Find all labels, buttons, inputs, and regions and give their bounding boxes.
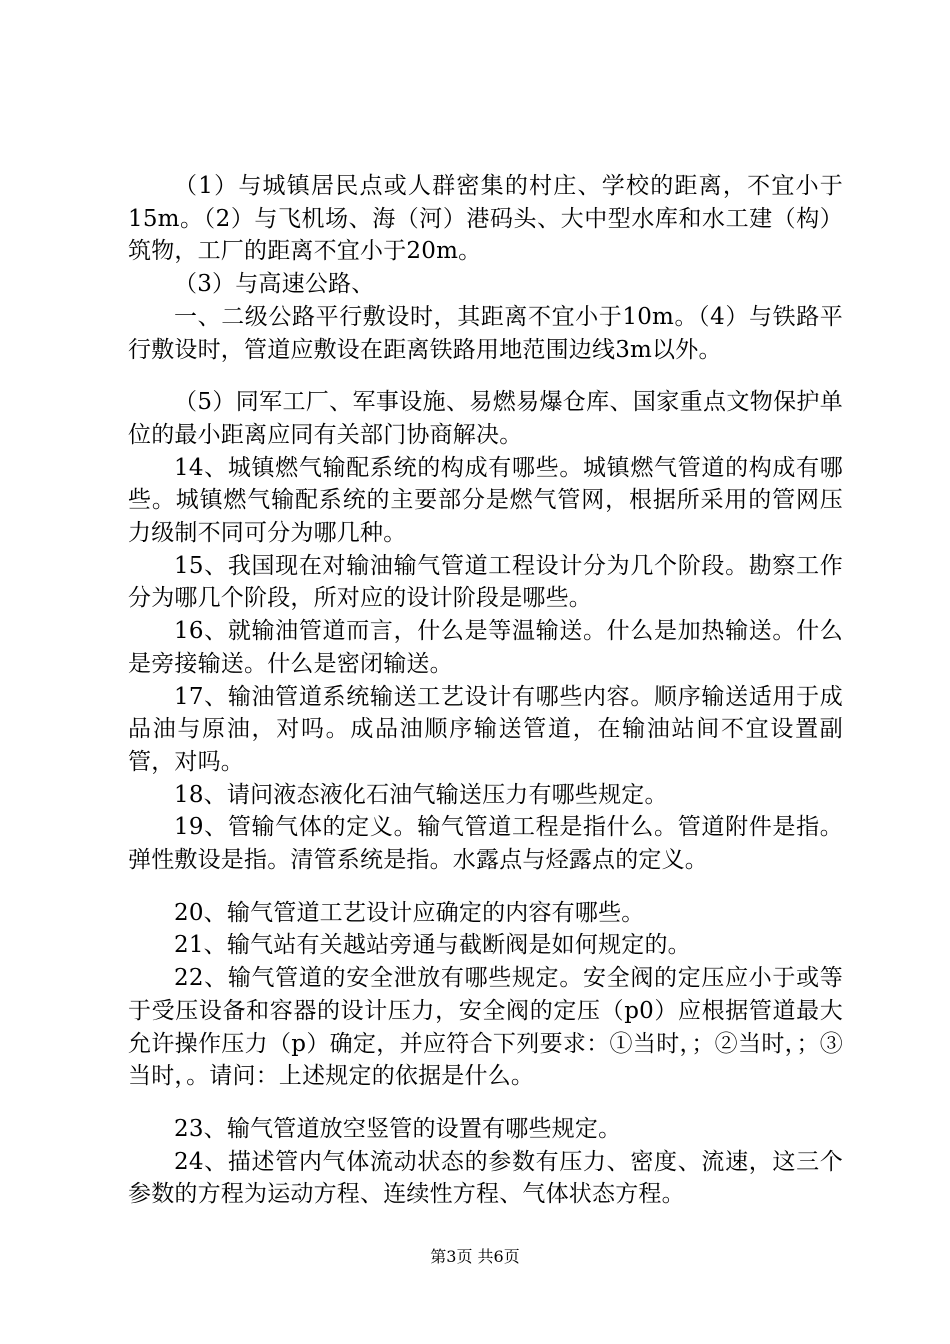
body-text [128, 170, 843, 1211]
paragraph: 21、输气站有关越站旁通与截断阀是如何规定的。 [174, 932, 691, 959]
page-footer: 第3页 共6页 [430, 1247, 520, 1266]
paragraph: （5）同军工厂、军事设施、易燃易爆仓库、国家重点文物保护单位的最小距离应同有关部门协商解决。 [128, 389, 843, 448]
paragraph: （3）与高速公路、 [174, 271, 375, 298]
paragraph: 14、城镇燃气输配系统的构成有哪些。城镇燃气管道的构成有哪些。城镇燃气输配系统的主要部分是燃气管网，根据所采用的管网压力级制不同可分为哪几种。 [128, 454, 843, 547]
paragraph: 一、二级公路平行敷设时，其距离不宜小于10m。（4）与铁路平行敷设时，管道应敷设在距离铁路用地范围边线3m以外。 [128, 303, 843, 363]
paragraph: 24、描述管内气体流动状态的参数有压力、密度、流速，这三个参数的方程为运动方程、连续性方程、气体状态方程。 [128, 1148, 843, 1208]
paragraph: 22、输气管道的安全泄放有哪些规定。安全阀的定压应小于或等于受压设备和容器的设计压力，安全阀的定压（p0）应根据管道最大允许操作压力（p）确定，并应符合下列要求：①当时，；②当时，；③当时，。请问：上述规定的依据是什么。 [128, 965, 843, 1090]
paragraph: 17、输油管道系统输送工艺设计有哪些内容。顺序输送适用于成品油与原油，对吗。成品油顺序输送管道，在输油站间不宜设置副管，对吗。 [128, 683, 843, 775]
paragraph: 16、就输油管道而言，什么是等温输送。什么是加热输送。什么是旁接输送。什么是密闭输送。 [128, 618, 843, 677]
paragraph: 18、请问液态液化石油气输送压力有哪些规定。 [174, 781, 668, 808]
paragraph: 19、管输气体的定义。输气管道工程是指什么。管道附件是指。弹性敷设是指。清管系统是指。水露点与烃露点的定义。 [128, 814, 843, 874]
paragraph: 15、我国现在对输油输气管道工程设计分为几个阶段。勘察工作分为哪几个阶段，所对应的设计阶段是哪些。 [128, 552, 843, 612]
paragraph: （1）与城镇居民点或人群密集的村庄、学校的距离，不宜小于15m。（2）与飞机场、海（河）港码头、大中型水库和水工建（构）筑物，工厂的距离不宜小于20m。 [128, 173, 843, 265]
paragraph: 23、输气管道放空竖管的设置有哪些规定。 [174, 1115, 622, 1142]
paragraph: 20、输气管道工艺设计应确定的内容有哪些。 [174, 899, 645, 926]
